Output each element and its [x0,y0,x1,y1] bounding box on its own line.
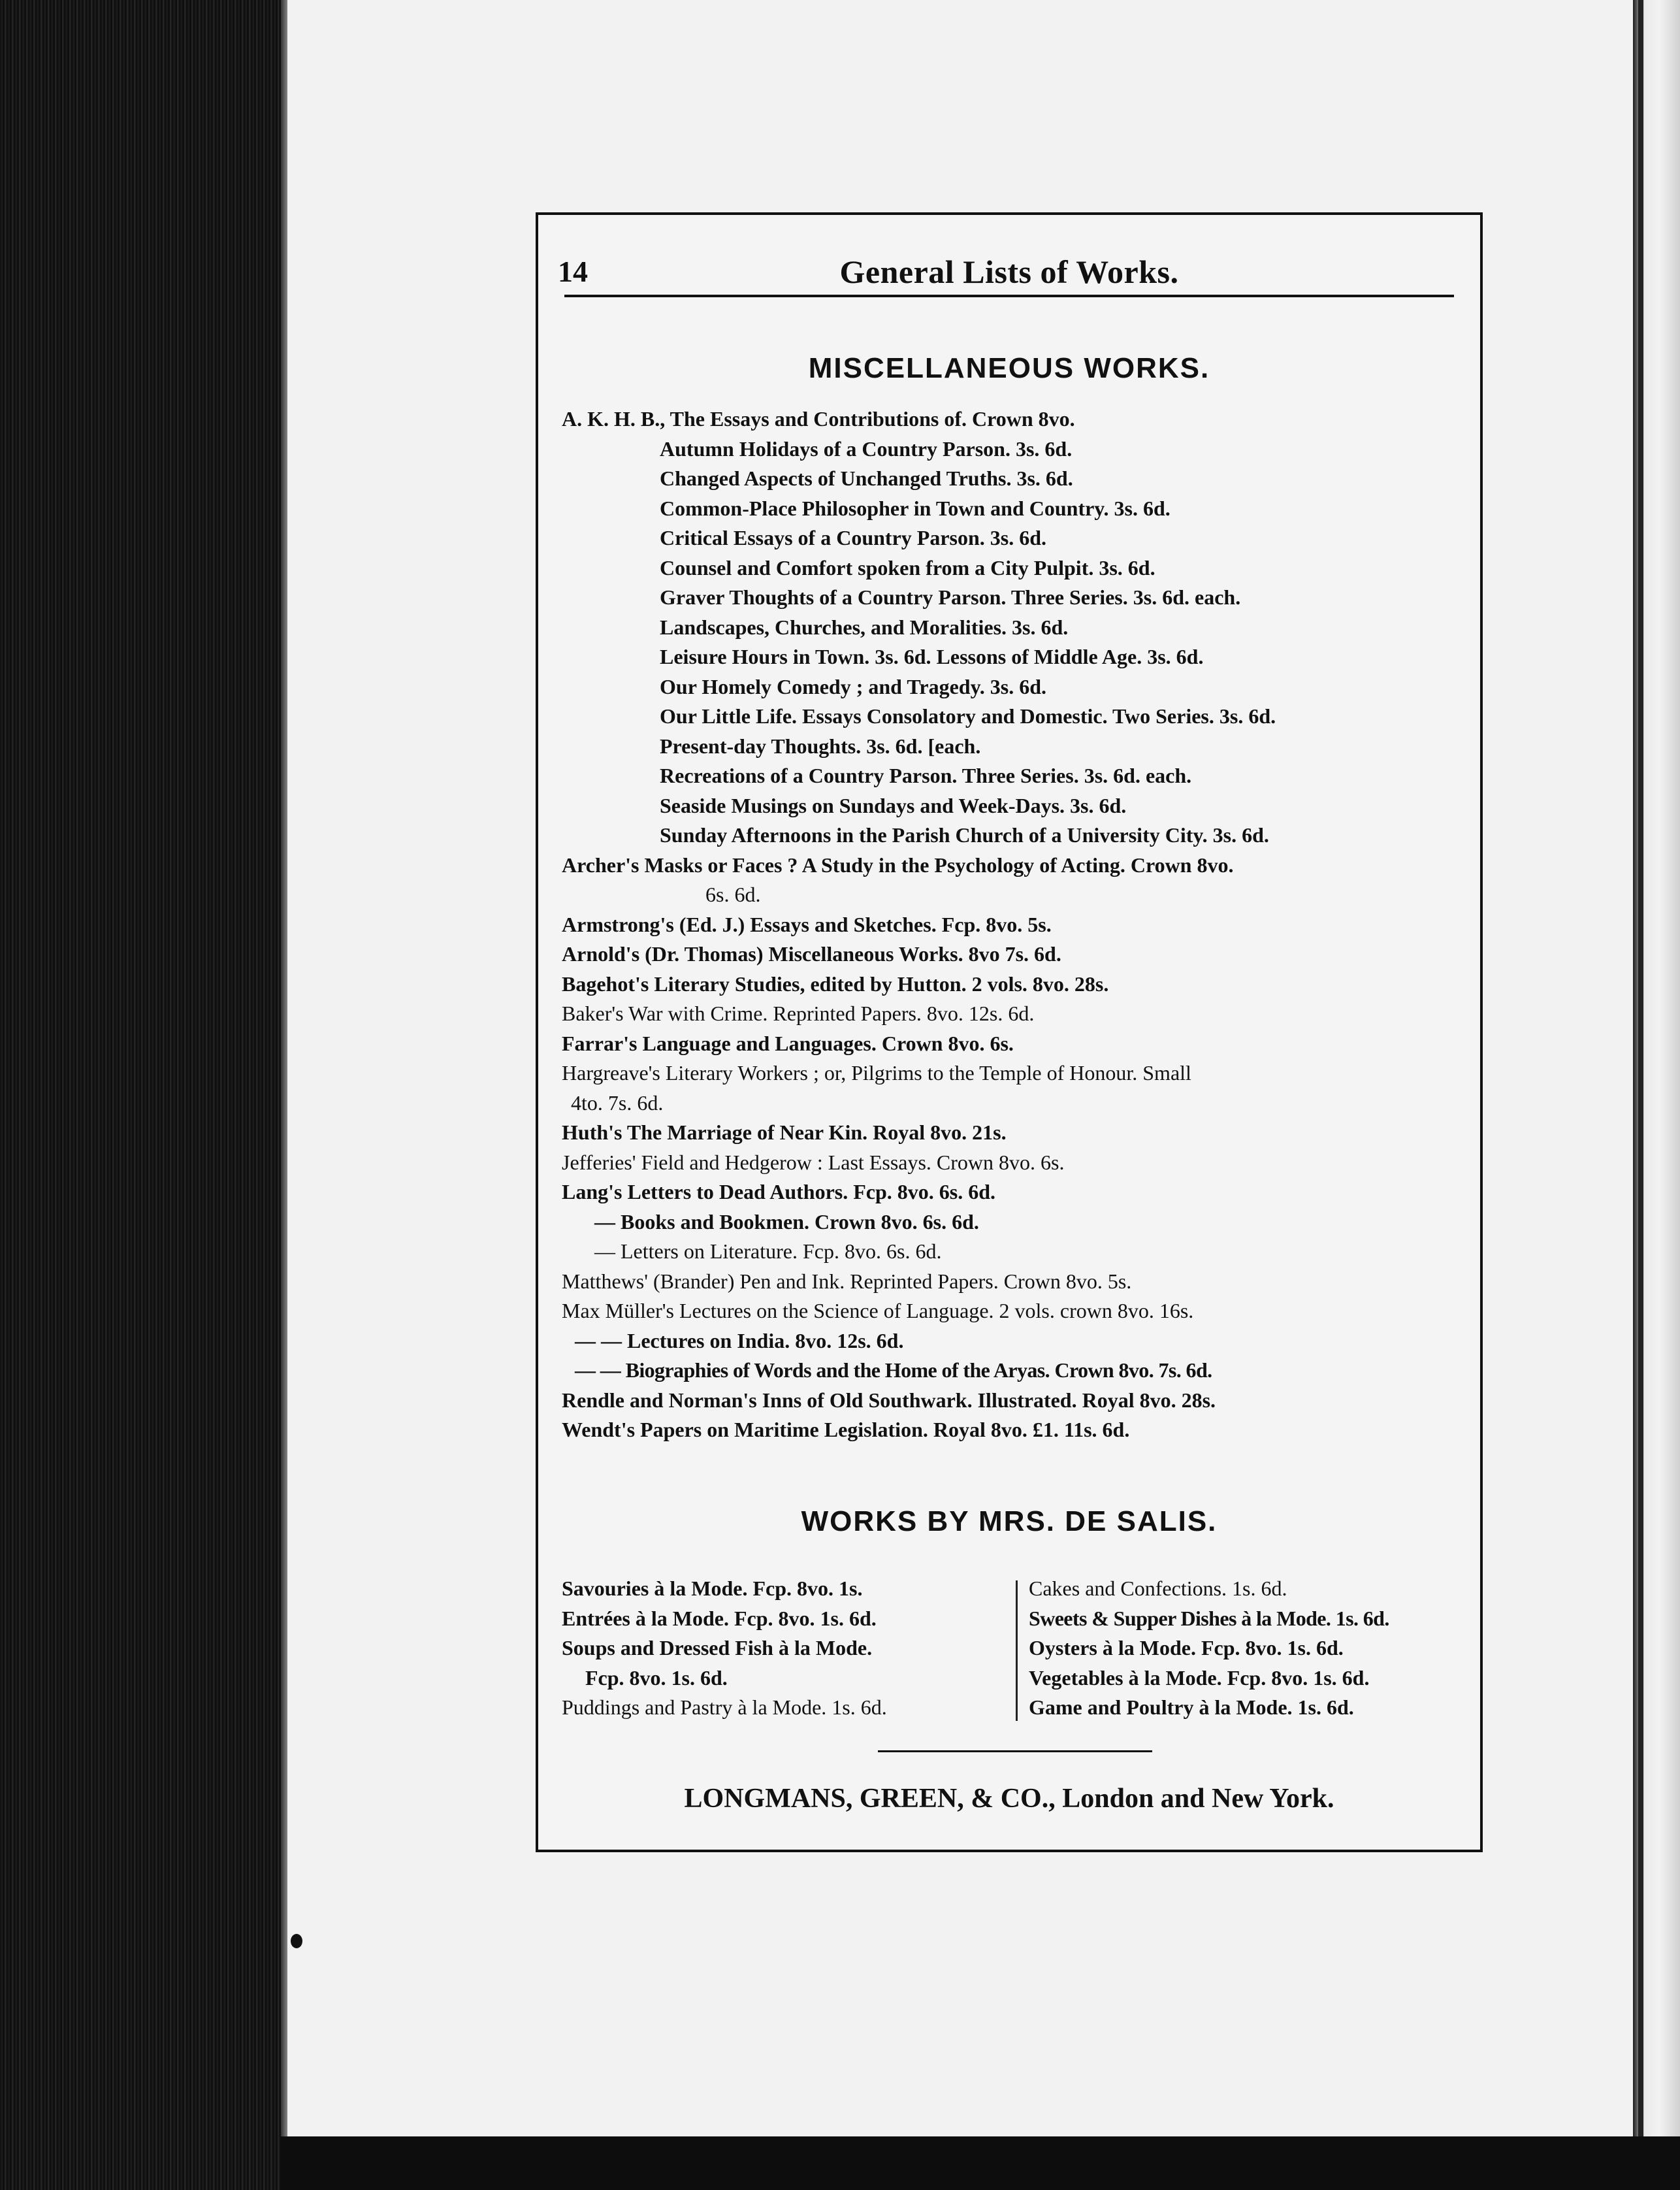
publisher-imprint: LONGMANS, GREEN, & CO., London and New York. [684,1784,1334,1814]
list-item: Changed Aspects of Unchanged Truths. 3s. 6d. [660,466,1073,490]
list-item: Soups and Dressed Fish à la Mode. [562,1636,873,1659]
list-item: — — Biographies of Words and the Home of the Aryas. Crown 8vo. 7s. 6d. [575,1358,1212,1382]
list-item: Jefferies' Field and Hedgerow : Last Essays. Crown 8vo. 6s. [562,1150,1065,1174]
de-salis-left-column [562,1574,1006,1723]
list-item: Game and Poultry à la Mode. 1s. 6d. [1029,1695,1354,1719]
list-item: Lang's Letters to Dead Authors. Fcp. 8vo. 6s. 6d. [562,1180,996,1203]
list-item: Hargreave's Literary Workers ; or, Pilgrims to the Temple of Honour. Small [562,1061,1191,1085]
list-item: Sweets & Supper Dishes à la Mode. 1s. 6d. [1029,1606,1389,1630]
list-item: — Letters on Literature. Fcp. 8vo. 6s. 6d. [594,1239,942,1263]
list-item: Critical Essays of a Country Parson. 3s. 6d. [660,526,1047,549]
list-item: Vegetables à la Mode. Fcp. 8vo. 1s. 6d. [1029,1665,1370,1690]
list-item: Fcp. 8vo. 1s. 6d. [585,1665,728,1690]
list-item: 6s. 6d. [705,883,761,906]
list-item: Our Little Life. Essays Consolatory and Domestic. Two Series. 3s. 6d. [660,704,1276,728]
list-item: — — Lectures on India. 8vo. 12s. 6d. [575,1328,904,1352]
list-item: Puddings and Pastry à la Mode. 1s. 6d. [562,1695,887,1719]
section-title-de-salis: WORKS BY MRS. DE SALIS. [801,1505,1218,1537]
list-item: Sunday Afternoons in the Parish Church of a University City. 3s. 6d. [660,823,1269,847]
list-item: — Books and Bookmen. Crown 8vo. 6s. 6d. [594,1209,979,1234]
list-item: Armstrong's (Ed. J.) Essays and Sketches. Fcp. 8vo. 5s. [562,912,1052,936]
list-item: Seaside Musings on Sundays and Week-Days. 3s. 6d. [660,793,1127,817]
column-divider [1016,1580,1018,1721]
page-header [538,241,1480,293]
ink-speck [291,1934,302,1948]
page-number: 14 [558,255,588,288]
list-item: Autumn Holidays of a Country Parson. 3s. 6d. [660,436,1073,461]
list-item: Arnold's (Dr. Thomas) Miscellaneous Works. 8vo 7s. 6d. [562,942,1061,966]
page-bottom-shadow [281,2136,1680,2190]
list-item: Farrar's Language and Languages. Crown 8vo. 6s. [562,1031,1014,1055]
list-item: Counsel and Comfort spoken from a City Pulpit. 3s. 6d. [660,555,1155,580]
list-item: Leisure Hours in Town. 3s. 6d. Lessons of Middle Age. 3s. 6d. [660,645,1204,668]
footer-rule [878,1750,1152,1752]
list-item: Matthews' (Brander) Pen and Ink. Reprinted Papers. Crown 8vo. 5s. [562,1269,1132,1293]
header-rule [564,295,1454,297]
list-item: 4to. 7s. 6d. [571,1090,664,1115]
list-item: Archer's Masks or Faces ? A Study in the Psychology of Acting. Crown 8vo. [562,853,1234,877]
list-item: Recreations of a Country Parson. Three Series. 3s. 6d. each. [660,764,1192,787]
list-item: A. K. H. B., The Essays and Contributions of. Crown 8vo. [562,407,1075,431]
section-title-miscellaneous: MISCELLANEOUS WORKS. [808,352,1210,384]
de-salis-right-column [1029,1574,1473,1723]
list-item: Rendle and Norman's Inns of Old Southwark. Illustrated. Royal 8vo. 28s. [562,1388,1216,1412]
right-edge-line [1638,0,1643,2190]
list-item: Present-day Thoughts. 3s. 6d. [each. [660,734,981,758]
list-item: Cakes and Confections. 1s. 6d. [1029,1577,1287,1600]
list-item: Landscapes, Churches, and Moralities. 3s. 6d. [660,615,1069,639]
list-item: Oysters à la Mode. Fcp. 8vo. 1s. 6d. [1029,1636,1344,1659]
list-item: Graver Thoughts of a Country Parson. Three Series. 3s. 6d. each. [660,585,1241,609]
de-salis-columns [562,1574,1466,1724]
list-item: Wendt's Papers on Maritime Legislation. Royal 8vo. £1. 11s. 6d. [562,1418,1130,1441]
list-item: Huth's The Marriage of Near Kin. Royal 8vo. 21s. [562,1120,1007,1144]
list-item: Common-Place Philosopher in Town and Country. 3s. 6d. [660,496,1171,520]
list-item: Baker's War with Crime. Reprinted Papers. 8vo. 12s. 6d. [562,1002,1035,1025]
list-item: Entrées à la Mode. Fcp. 8vo. 1s. 6d. [562,1606,877,1630]
running-title: General Lists of Works. [839,253,1179,290]
catalogue-frame [536,212,1483,1852]
list-item: Max Müller's Lectures on the Science of Language. 2 vols. crown 8vo. 16s. [562,1299,1194,1322]
book-page-edges [0,0,294,2190]
miscellaneous-entries [562,404,1466,1445]
list-item: Our Homely Comedy ; and Tragedy. 3s. 6d. [660,674,1047,698]
list-item: Bagehot's Literary Studies, edited by Hutton. 2 vols. 8vo. 28s. [562,972,1109,996]
list-item: Savouries à la Mode. Fcp. 8vo. 1s. [562,1577,863,1600]
